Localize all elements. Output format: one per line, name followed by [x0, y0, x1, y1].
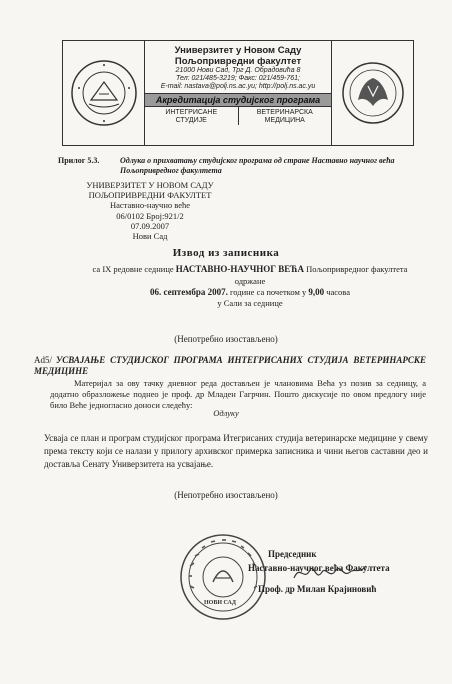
accreditation-band: Акредитација студијског програма	[145, 93, 331, 107]
appendix-caption	[58, 156, 420, 176]
program-name-line: МЕДИЦИНА	[264, 117, 305, 125]
faculty-name: Пољопривредни факултет	[174, 56, 302, 67]
session-room: у Сали за седнице	[217, 298, 283, 309]
document-date: 07.09.2007	[130, 220, 170, 231]
study-type-line: ИНТЕГРИСАНЕ	[165, 109, 218, 117]
session-text: часова	[324, 286, 350, 297]
session-text: године са почетком у	[227, 286, 309, 297]
document-place: Нови Сад	[132, 230, 168, 241]
official-stamp	[178, 532, 268, 627]
discussion-paragraph: Материјал за ову тачку дневног реда достављен је члановима Већа уз позив за седницу, а додатно образложење поднео је проф. др Младен Гагрчин. Пошто дискусије по овом предлогу није било Веће једногласно доноси следећу:	[50, 378, 426, 411]
appendix-number: Прилог 5.3.	[58, 156, 100, 165]
issuer-block	[50, 180, 250, 241]
faculty-phone: Тел: 021/485-3219; Факс: 021/459-761;	[176, 75, 300, 83]
study-type-line: СТУДИЈЕ	[175, 117, 207, 125]
faculty-address: 21000 Нови Сад, Трг Д. Обрадовића 8	[175, 67, 301, 74]
agenda-item-title: УСВАЈАЊЕ СТУДИЈСКОГ ПРОГРАМА ИНТЕГРИСАНИХ СТУДИЈА ВЕТЕРИНАРСКЕ МЕДИЦИНЕ	[34, 355, 426, 377]
decision-heading: Одлуку	[213, 408, 239, 418]
signatory-body: Наставно-научног већа Факултета	[248, 563, 390, 573]
issuer-line: ПОЉОПРИВРЕДНИ ФАКУЛТЕТ	[88, 190, 212, 201]
study-type-cell	[145, 107, 239, 125]
session-info	[60, 264, 440, 309]
session-date: 06. септембра 2007.	[150, 286, 228, 297]
document-number: 06/0102 Број:921/2	[116, 210, 184, 221]
program-name-cell	[239, 107, 332, 125]
session-time: 9,00	[308, 286, 325, 297]
letterhead-text	[145, 41, 331, 145]
faculty-logo	[331, 41, 413, 145]
council-name: НАСТАВНО-НАУЧНОГ ВЕЋА	[175, 264, 304, 274]
issuer-line: Наставно-научно веће	[109, 200, 190, 211]
program-name-line: ВЕТЕРИНАРСКА	[256, 109, 313, 117]
omitted-note: (Непотребно изостављено)	[174, 334, 278, 344]
signatory-name: Проф. др Милан Крајиновић	[258, 584, 377, 594]
signatory-title: Председник	[268, 549, 317, 559]
agenda-item	[34, 355, 426, 378]
session-text: са IX редовне седнице	[92, 264, 176, 274]
stamp-place: НОВИ САД	[204, 600, 236, 606]
university-seal-logo	[63, 41, 145, 145]
faculty-email: E-mail: nastava@polj.ns.ac.yu; http://polj.ns.ac.yu	[160, 83, 316, 91]
letterhead	[62, 40, 414, 146]
session-text: Пољопривредног факултета	[304, 264, 408, 274]
session-text: одржане	[234, 275, 266, 286]
issuer-line: УНИВЕРЗИТЕТ У НОВОМ САДУ	[86, 180, 214, 190]
decision-paragraph: Усваја се план и програм студијског програма Итегрисаних студија ветеринарске медицине у свему према тексту који се налази у прилогу архивског примерка записника и чини његов саставни део и доставља Сенату Универзитета на усвајање.	[44, 433, 428, 470]
agenda-item-label: Ad5/	[34, 355, 52, 365]
appendix-title: Одлука о прихватању студијског програма од стране Наставно научног већа Пољопривредног факултета	[120, 156, 395, 175]
university-name: Универзитет у Новом Саду	[174, 45, 302, 56]
document-title: Извод из записника	[172, 247, 280, 259]
program-columns	[145, 107, 331, 125]
omitted-note: (Непотребно изостављено)	[174, 490, 278, 500]
